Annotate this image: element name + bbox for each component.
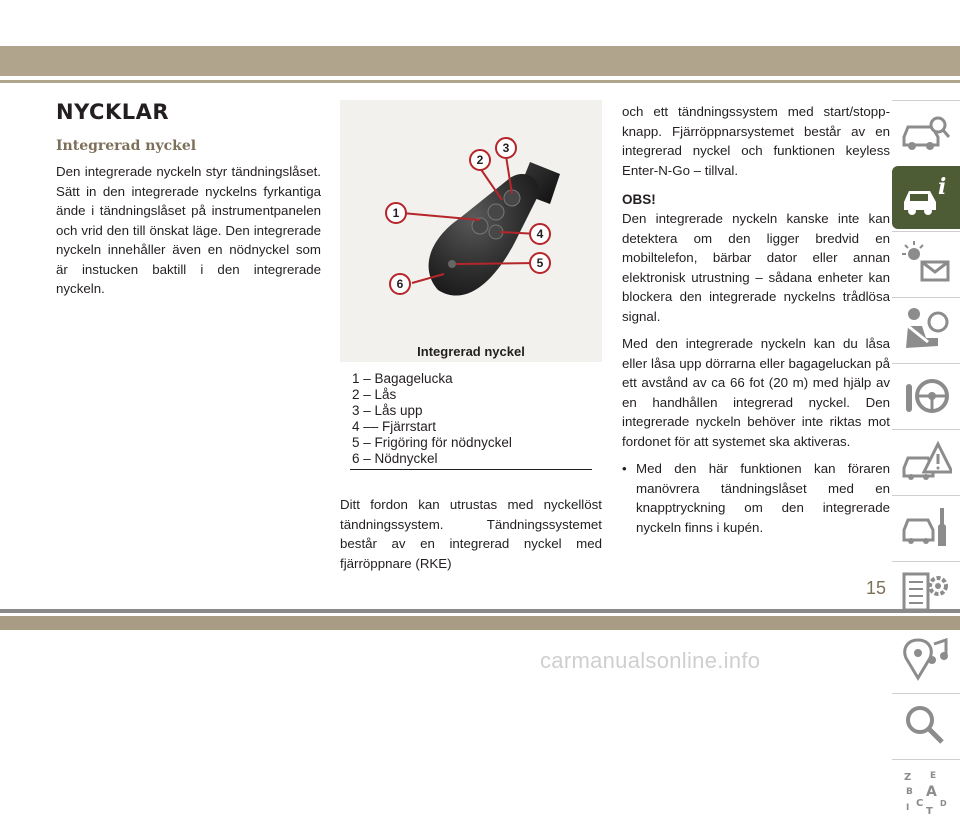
note-label: OBS!: [622, 192, 656, 207]
tab-index[interactable]: [892, 759, 960, 823]
section-title: NYCKLAR: [56, 100, 170, 124]
tab-seatbelt-airbag[interactable]: [892, 297, 960, 361]
index-letter: E: [930, 771, 937, 781]
tab-search[interactable]: [892, 693, 960, 757]
subsection-title: Integrerad nyckel: [56, 138, 197, 154]
car-magnifier-icon: [900, 107, 952, 157]
steering-wheel-icon: [900, 370, 952, 420]
keyless-paragraph: Ditt fordon kan utrustas med nyckellöst tändningssystem. Tändningssystemet består av en integrerad nyckel med fjärröppnare (RKE): [340, 497, 602, 571]
tab-media-music[interactable]: [892, 627, 960, 691]
leader-line-5: [456, 263, 538, 264]
bullet-mark: •: [622, 461, 627, 476]
index-letters-icon: [900, 766, 952, 816]
tab-car-warning[interactable]: [892, 429, 960, 493]
legend-item: 3 – Lås upp: [352, 403, 423, 418]
key-fob-figure: [340, 100, 602, 362]
bottom-rule: [0, 609, 960, 613]
top-band: [0, 46, 960, 76]
bullet-item: [622, 459, 890, 537]
index-letter: D: [940, 799, 947, 808]
legend-item: 4 –– Fjärrstart: [352, 419, 437, 434]
figure-caption: Integrerad nyckel: [417, 344, 525, 359]
search-icon: [900, 700, 952, 750]
callout-6: 6: [396, 277, 404, 291]
index-letter: I: [906, 803, 910, 813]
seatbelt-airbag-icon: [900, 304, 952, 354]
car-info-icon: [900, 172, 952, 222]
fob-body: [429, 174, 539, 296]
index-letter: A: [926, 784, 937, 800]
car-service-icon: [900, 502, 952, 552]
tab-dashboard-lights[interactable]: [892, 231, 960, 295]
figure-legend: [352, 371, 512, 467]
tab-car-service[interactable]: [892, 495, 960, 559]
bottom-band: [0, 616, 960, 630]
svg-text:i: i: [938, 174, 947, 200]
index-letter: Z: [904, 772, 912, 783]
lock-button: [488, 204, 504, 220]
left-column: [56, 100, 321, 299]
legend-rule: [350, 469, 592, 470]
range-paragraph: Med den integrerade nyckeln kan du låsa eller låsa upp dörrarna eller bagageluckan på ett avstånd av ca 66 fot (20 m) med hjälp av en handhållen integrerad nyckel. Den integrerade nyckeln behöver inte riktas mot fordonet för att systemet ska aktiveras.: [622, 336, 890, 449]
legend-item: 5 – Frigöring för nödnyckel: [352, 435, 512, 450]
top-rule: [0, 80, 960, 83]
legend-item: 2 – Lås: [352, 387, 397, 402]
right-column: [622, 102, 890, 537]
key-fob-illustration: [340, 100, 602, 362]
legend-item: 6 – Nödnyckel: [352, 451, 438, 466]
tab-steering-wheel[interactable]: [892, 363, 960, 427]
watermark: carmanualsonline.info: [540, 648, 761, 673]
callout-3: 3: [502, 141, 510, 155]
chapter-tabs: [892, 100, 960, 825]
index-letter: T: [926, 806, 933, 816]
car-warning-icon: [900, 436, 952, 486]
callout-2: 2: [476, 153, 484, 167]
continuation-paragraph: och ett tändningssystem med start/stopp-knapp. Fjärröppnarsystemet består av en integrerad nyckel och funktionen keyless Enter-N-Go – tillval.: [622, 104, 890, 178]
page-number: 15: [866, 578, 887, 598]
index-letter: B: [906, 787, 913, 797]
callout-1: 1: [392, 206, 400, 220]
middle-column-text: [340, 495, 602, 573]
index-letter: C: [916, 798, 924, 809]
release-button: [448, 260, 456, 268]
callout-4: 4: [536, 227, 544, 241]
tab-car-magnifier[interactable]: [892, 100, 960, 164]
note-text: Den integrerade nyckeln kanske inte kan detektera om den ligger bredvid en mobiltelefon, bärbar dator eller annan elektronisk utrustning – sådana enheter kan blockera den integrerade nyckelns trådlösa signal.: [622, 211, 890, 324]
legend-item: 1 – Bagagelucka: [352, 371, 453, 386]
dashboard-lights-message-icon: [900, 238, 952, 288]
intro-paragraph: Den integrerade nyckeln styr tändningslåset. Sätt in den integrerade nyckelns fyrkantiga ände i tändningslåset på instrumentpanelen och vrid den till önskat läge. Den integrerade nyckeln innehåller även en nödnyckel som är instucken baktill i den integrerade nyckeln.: [56, 164, 321, 296]
bullet-text: Med den här funktionen kan föraren manövrera tändningslåset med en knapptryckning om den integrerade nyckeln finns i kupén.: [636, 461, 890, 535]
tab-car-info[interactable]: [892, 166, 960, 229]
callout-5: 5: [536, 256, 544, 270]
media-music-icon: [900, 634, 952, 684]
